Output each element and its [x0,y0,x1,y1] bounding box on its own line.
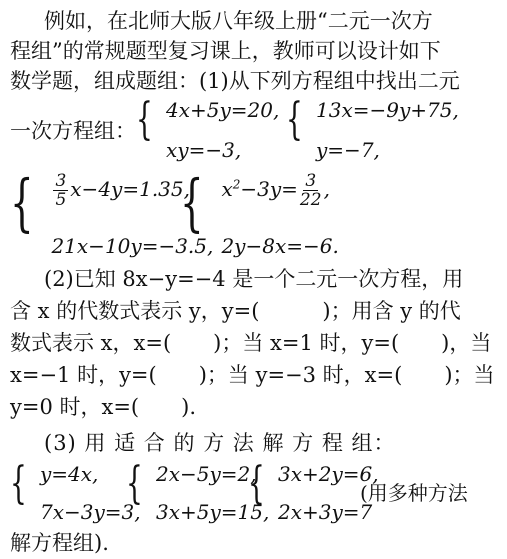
para3-last-line: 解方程组). [10,531,109,555]
para2-line1: (2)已知 8x−y=−4 是一个二元一次方程，用 [44,267,464,291]
para3-line1: (3) 用 适 合 的 方 法 解 方 程 组： [44,431,396,455]
system-p3-b-eq2: 3x+5y=15, [156,500,270,524]
system-a [136,94,280,162]
brace-icon: { [286,94,303,145]
system-p3-c-eq1: 3x+2y=6, [278,462,379,486]
fraction: $\frac{3}{22}$ [299,171,322,210]
brace-icon: { [10,166,34,239]
brace-icon: { [248,458,265,509]
para2-line3: 数式表示 x，x=( )；当 x=1 时，y=( )，当 [10,331,492,355]
system-b-eq2: y=−7, [316,138,380,162]
brace-icon: { [136,94,153,145]
para1-line1: 例如，在北师大版八年级上册“二元一次方 [44,9,433,33]
para2-line5: y=0 时，x=( ). [10,395,196,419]
system-d [180,166,339,258]
system-a-eq1: 4x+5y=20, [166,98,280,122]
system-p3-c-eq2: 2x+3y=7 [278,500,373,524]
brace-icon: { [126,458,143,509]
brace-icon: { [10,458,27,509]
system-d-eq2: 2y−8x=−6. [221,234,339,258]
para1-line2: 程组”的常规题型复习课上，教师可以设计如下 [10,39,441,63]
para1-line4-lead: 一次方程组： [10,119,136,143]
system-b [286,94,459,162]
system-b-eq1: 13x=−9y+75, [316,98,459,122]
system-p3-a-eq1: y=4x, [40,462,99,486]
para3-tail: (用多种方法 [360,481,468,505]
para1-line3: 数学题，组成题组：(1)从下列方程组中找出二元 [10,69,460,93]
system-a-eq2: xy=−3, [166,138,242,162]
system-c-eq2: 21x−10y=−3.5, [51,234,214,258]
system-d-eq1: $x^2-3y=$ $\frac{3}{22}$ , [221,171,330,210]
system-c-eq1: $\frac{3}{5}$ x−4y=1.35, [55,171,190,210]
system-p3-a [10,458,143,524]
brace-icon: { [180,166,204,239]
para2-line2: 含 x 的代数式表示 y，y=( )；用含 y 的代 [10,299,461,323]
fraction: $\frac{3}{5}$ [55,171,67,210]
system-p3-b-eq1: 2x−5y=2, [156,462,257,486]
para2-line4: x=−1 时，y=( )；当 y=−3 时，x=( )；当 [10,363,495,387]
system-p3-a-eq2: 7x−3y=3, [40,500,141,524]
